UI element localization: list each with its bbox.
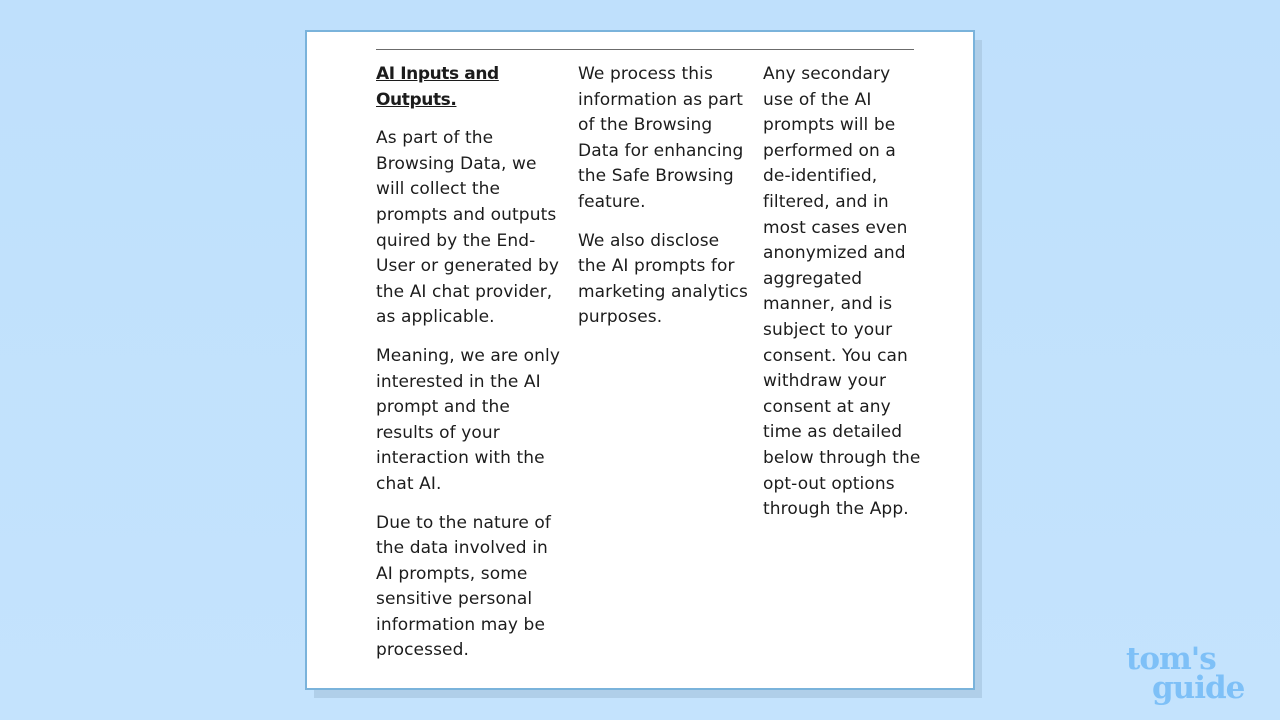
paragraph: As part of the Browsing Data, we will collect the prompts and outputs quired by the End-User or generated by the AI chat provider, as applicable. bbox=[376, 128, 560, 328]
paragraph: Meaning, we are only interested in the AI prompt and the results of your interaction with the chat AI. bbox=[376, 345, 561, 494]
document-card bbox=[305, 30, 975, 690]
column-3 bbox=[763, 62, 923, 536]
divider-rule bbox=[376, 49, 914, 50]
paragraph: We process this information as part of the Browsing Data for enhancing the Safe Browsing feature. bbox=[578, 64, 744, 212]
logo-line-2: guide bbox=[1152, 670, 1245, 706]
paragraph: Due to the nature of the data involved in AI prompts, some sensitive personal information may be processed. bbox=[376, 512, 551, 661]
logo-line-1: tom's bbox=[1126, 641, 1216, 677]
section-heading: AI Inputs and Outputs. bbox=[376, 64, 499, 110]
paragraph: Any secondary use of the AI prompts will be performed on a de-identified, filtered, and in most cases even anonymized and aggregated manner, and is subject to your consent. You can withdraw your consent at any time as detailed below through the opt-out options through the App. bbox=[763, 64, 921, 520]
column-2 bbox=[578, 62, 748, 344]
paragraph: We also disclose the AI prompts for marketing analytics purposes. bbox=[578, 230, 748, 328]
toms-guide-logo bbox=[1126, 641, 1256, 706]
column-1 bbox=[376, 62, 561, 677]
